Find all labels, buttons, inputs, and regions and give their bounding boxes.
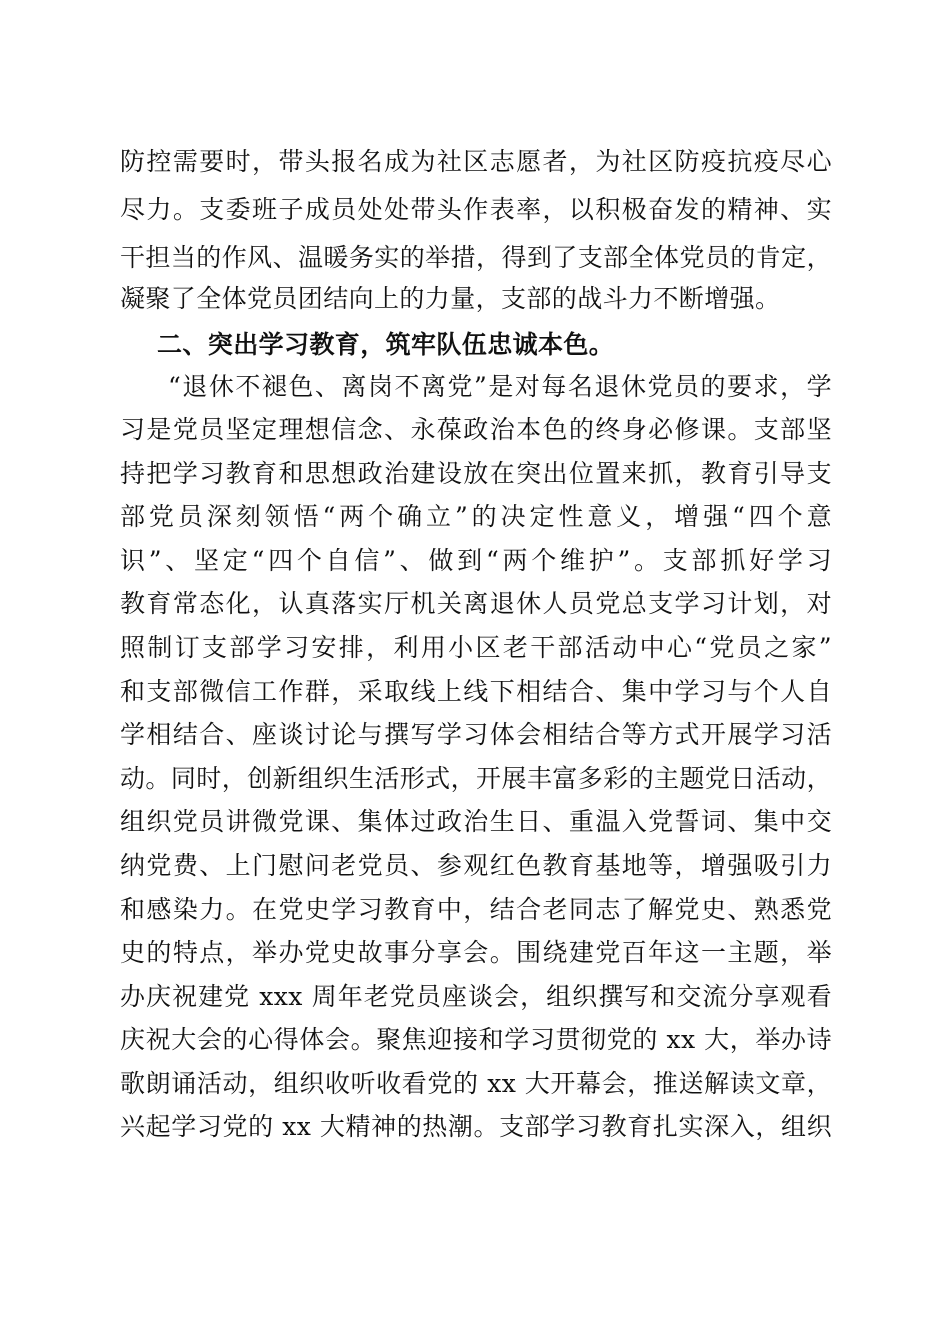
- paragraph-line: “退休不褪色、离岗不离党”是对每名退休党员的要求，学: [168, 372, 832, 401]
- paragraph-line: 习是党员坚定理想信念、永葆政治本色的终身必修课。支部坚: [120, 415, 832, 444]
- paragraph-line: 庆祝大会的心得体会。聚焦迎接和学习贯彻党的 xx 大，举办诗: [120, 1025, 832, 1054]
- paragraph-line: 识”、坚定“四个自信”、做到“两个维护”。支部抓好学习: [120, 546, 832, 575]
- paragraph-line: 部党员深刻领悟“两个确立”的决定性意义，增强“四个意: [120, 502, 832, 531]
- paragraph-line: 史的特点，举办党史故事分享会。围绕建党百年这一主题，举: [120, 938, 832, 967]
- section-heading: 二、突出学习教育，筑牢队伍忠诚本色。: [157, 330, 615, 359]
- paragraph-line: 照制订支部学习安排，利用小区老干部活动中心“党员之家”: [120, 633, 832, 662]
- paragraph-line: 和感染力。在党史学习教育中，结合老同志了解党史、熟悉党: [120, 895, 832, 924]
- paragraph-line: 学相结合、座谈讨论与撰写学习体会相结合等方式开展学习活: [120, 720, 832, 749]
- paragraph-line: 纳党费、上门慰问老党员、参观红色教育基地等，增强吸引力: [120, 851, 832, 880]
- paragraph-line: 尽力。支委班子成员处处带头作表率，以积极奋发的精神、实: [120, 195, 832, 224]
- paragraph-line: 防控需要时，带头报名成为社区志愿者，为社区防疫抗疫尽心: [120, 147, 832, 176]
- paragraph-line: 动。同时，创新组织生活形式，开展丰富多彩的主题党日活动，: [120, 764, 832, 793]
- paragraph-line: 办庆祝建党 xxx 周年老党员座谈会，组织撰写和交流分享观看: [120, 982, 832, 1011]
- paragraph-line: 兴起学习党的 xx 大精神的热潮。支部学习教育扎实深入，组织: [120, 1112, 832, 1141]
- paragraph-line: 教育常态化，认真落实厅机关离退休人员党总支学习计划，对: [120, 589, 832, 618]
- paragraph-line: 干担当的作风、温暖务实的举措，得到了支部全体党员的肯定，: [120, 243, 832, 272]
- paragraph-line: 组织党员讲微党课、集体过政治生日、重温入党誓词、集中交: [120, 807, 832, 836]
- paragraph-line: 歌朗诵活动，组织收听收看党的 xx 大开幕会，推送解读文章，: [120, 1069, 832, 1098]
- paragraph-line: 和支部微信工作群，采取线上线下相结合、集中学习与个人自: [120, 677, 832, 706]
- paragraph-line: 持把学习教育和思想政治建设放在突出位置来抓，教育引导支: [120, 459, 832, 488]
- paragraph-line: 凝聚了全体党员团结向上的力量，支部的战斗力不断增强。: [120, 284, 781, 313]
